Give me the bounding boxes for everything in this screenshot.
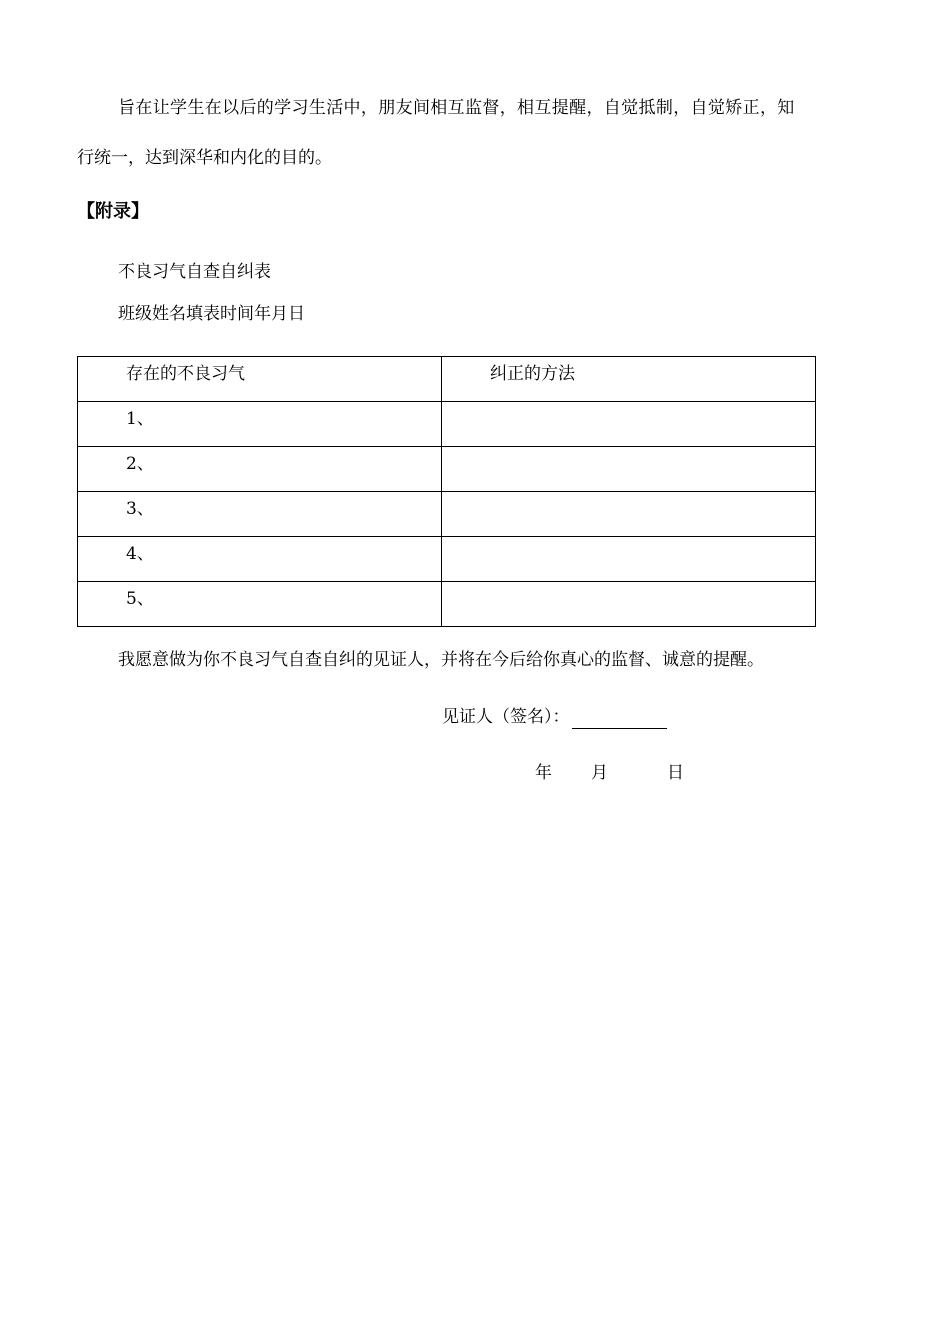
row-number: 4、 <box>126 544 154 564</box>
witness-label: 见证人（签名）： <box>442 707 570 727</box>
table-header-cell <box>78 357 442 402</box>
table-row <box>78 582 816 627</box>
signature-line[interactable] <box>572 708 667 729</box>
date-row <box>535 761 684 785</box>
row-number: 1、 <box>126 409 154 429</box>
paragraph-line-2: 行统一，达到深华和内化的目的。 <box>77 148 332 168</box>
row-number: 2、 <box>126 454 154 474</box>
table-cell-habit[interactable] <box>78 582 442 627</box>
form-title: 不良习气自查自纠表 <box>118 262 271 282</box>
table-cell-method[interactable] <box>442 492 816 537</box>
form-fields-line: 班级姓名填表时间年月日 <box>118 304 305 324</box>
table-cell-habit[interactable] <box>78 537 442 582</box>
self-check-table <box>77 356 816 627</box>
date-year-label: 年 <box>535 763 552 783</box>
table-cell-method[interactable] <box>442 402 816 447</box>
appendix-heading: 【附录】 <box>77 201 149 222</box>
table-row <box>78 402 816 447</box>
row-number: 5、 <box>126 589 154 609</box>
table-cell-method[interactable] <box>442 447 816 492</box>
paragraph-line-1: 旨在让学生在以后的学习生活中，朋友间相互监督，相互提醒，自觉抵制，自觉矫正，知 <box>118 98 795 118</box>
table-row <box>78 447 816 492</box>
header-bad-habits: 存在的不良习气 <box>126 364 245 384</box>
table-cell-method[interactable] <box>442 582 816 627</box>
witness-pledge: 我愿意做为你不良习气自查自纠的见证人，并将在今后给你真心的监督、诚意的提醒。 <box>118 650 764 670</box>
table-row <box>78 537 816 582</box>
table-header-cell <box>442 357 816 402</box>
table-cell-habit[interactable] <box>78 447 442 492</box>
table-cell-method[interactable] <box>442 537 816 582</box>
witness-signature-row <box>442 705 667 729</box>
table-header-row <box>78 357 816 402</box>
date-month-label: 月 <box>591 763 608 783</box>
date-day-label: 日 <box>667 763 684 783</box>
row-number: 3、 <box>126 499 154 519</box>
table-cell-habit[interactable] <box>78 492 442 537</box>
table-row <box>78 492 816 537</box>
header-correction-method: 纠正的方法 <box>490 364 575 384</box>
table-cell-habit[interactable] <box>78 402 442 447</box>
